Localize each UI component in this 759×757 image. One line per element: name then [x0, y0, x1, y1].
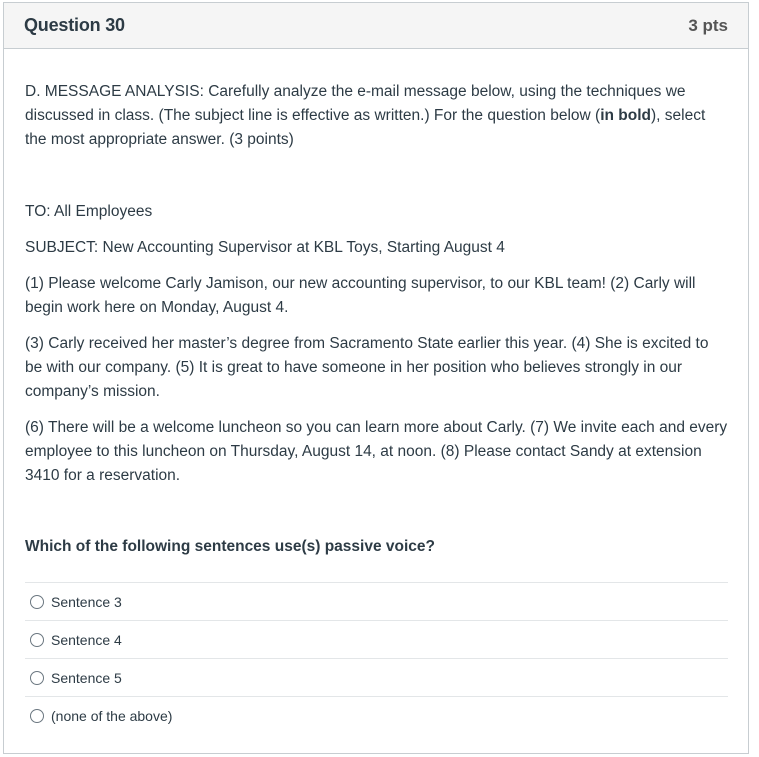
instructions-text-1: D. MESSAGE ANALYSIS: Carefully analyze the e-mail message below, using the techniques we discussed in class. (The subject line is effective as written.) For the question below ( — [25, 83, 686, 124]
answer-list — [25, 582, 728, 735]
question-title: Question 30 — [24, 15, 125, 35]
answer-option-sentence-4[interactable] — [25, 621, 728, 659]
question-card — [3, 2, 749, 754]
question-points: 3 pts — [688, 15, 728, 35]
email-subject: SUBJECT: New Accounting Supervisor at KBL Toys, Starting August 4 — [25, 239, 505, 256]
email-to: TO: All Employees — [25, 203, 153, 220]
question-prompt: Which of the following sentences use(s) passive voice? — [25, 538, 435, 555]
answer-option-sentence-5[interactable] — [25, 659, 728, 697]
instructions-text-2: ), select the most appropriate answer. (3 points) — [25, 107, 706, 148]
radio-button[interactable] — [30, 595, 44, 609]
answer-label: Sentence 4 — [51, 631, 122, 648]
instructions — [25, 80, 728, 152]
radio-button[interactable] — [30, 709, 44, 723]
email-paragraph-3: (6) There will be a welcome luncheon so you can learn more about Carly. (7) We invite each and every employee to this luncheon on Thursday, August 14, at noon. (8) Please contact Sandy at extension 3410 for a reservation. — [25, 419, 728, 484]
radio-button[interactable] — [30, 671, 44, 685]
answer-option-sentence-3[interactable] — [25, 583, 728, 621]
radio-button[interactable] — [30, 633, 44, 647]
email-paragraph-2: (3) Carly received her master’s degree from Sacramento State earlier this year. (4) She is excited to be with our company. (5) It is great to have someone in her position who believes strongly in our company’s mission. — [25, 335, 709, 400]
email-paragraph-1: (1) Please welcome Carly Jamison, our new accounting supervisor, to our KBL team! (2) Carly will begin work here on Monday, August 4. — [25, 275, 696, 316]
question-body — [4, 80, 748, 735]
instructions-bold: in bold — [600, 107, 651, 124]
answer-label: Sentence 5 — [51, 669, 122, 686]
question-header — [4, 3, 748, 49]
answer-label: (none of the above) — [51, 708, 173, 724]
answer-option-none[interactable] — [25, 697, 728, 735]
answer-label: Sentence 3 — [51, 593, 122, 610]
email-message — [25, 200, 728, 488]
